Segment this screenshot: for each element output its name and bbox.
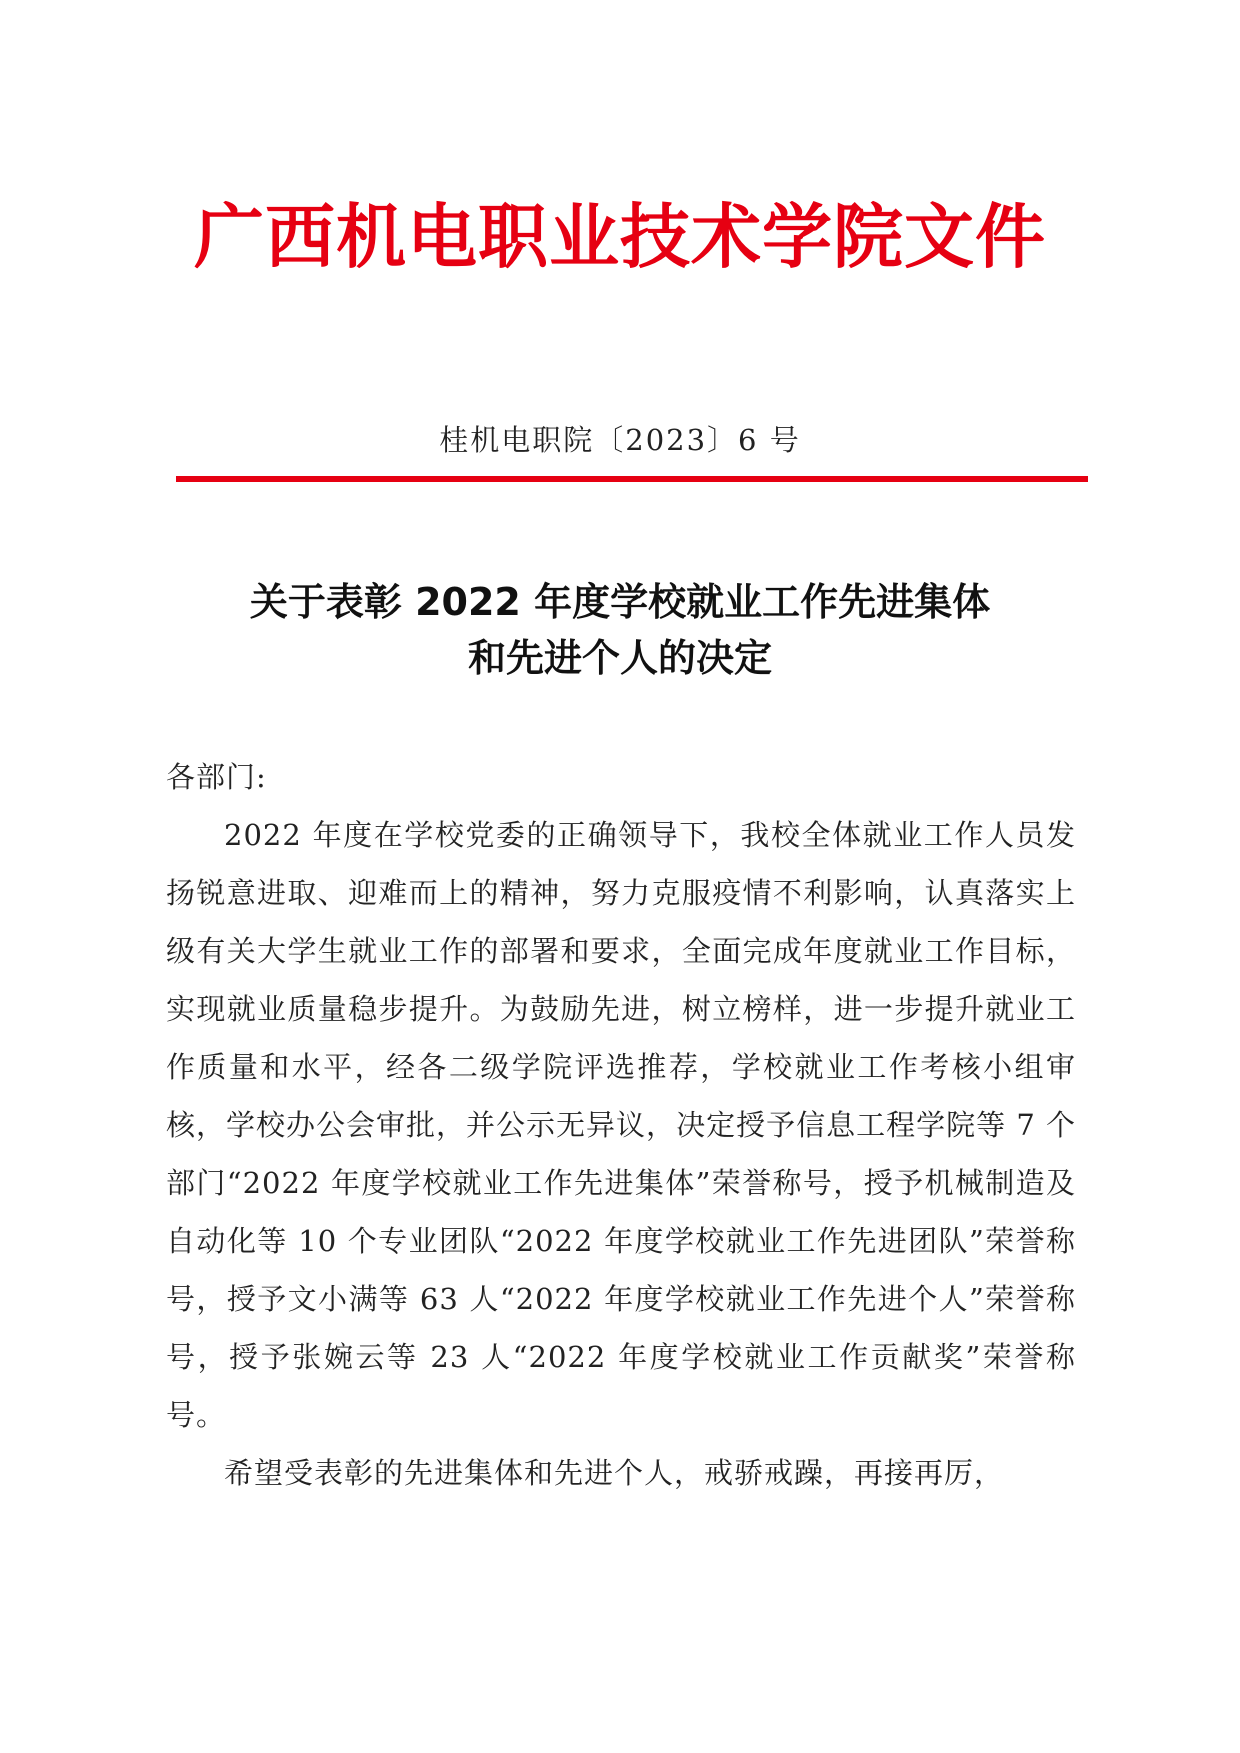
red-separator-line xyxy=(176,476,1088,482)
body-paragraph-2: 希望受表彰的先进集体和先进个人，戒骄戒躁，再接再厉， xyxy=(224,1456,1005,1490)
body-paragraph-1: 2022 年度在学校党委的正确领导下，我校全体就业工作人员发扬锐意进取、迎难而上的精神，努力克服疫情不利影响，认真落实上级有关大学生就业工作的部署和要求，全面完成年度就业工作目标，实现就业质量稳步提升。为鼓励先进，树立榜样，进一步提升就业工作质量和水平，经各二级学院评选推荐，学校就业工作考核小组审核，学校办公会审批，并公示无异议，决定授予信息工程学院等 7 个部门“2022 年度学校就业工作先进集体”荣誉称号，授予机械制造及自动化等 10 个专业团队“2022 年度学校就业工作先进团队”荣誉称号，授予文小满等 63 人“2022 年度学校就业工作先进个人”荣誉称号，授予张婉云等 23 人“2022 年度学校就业工作贡献奖”荣誉称号。 xyxy=(166,818,1076,1432)
document-title xyxy=(0,574,1240,686)
salutation: 各部门: xyxy=(166,760,267,794)
document-issuer-header: 广西机电职业技术学院文件 xyxy=(194,196,1046,278)
document-title-line-2: 和先进个人的决定 xyxy=(467,636,772,680)
document-body xyxy=(166,748,1076,1502)
document-number: 桂机电职院〔2023〕6 号 xyxy=(439,423,801,457)
document-title-line-1: 关于表彰 2022 年度学校就业工作先进集体 xyxy=(249,580,991,624)
